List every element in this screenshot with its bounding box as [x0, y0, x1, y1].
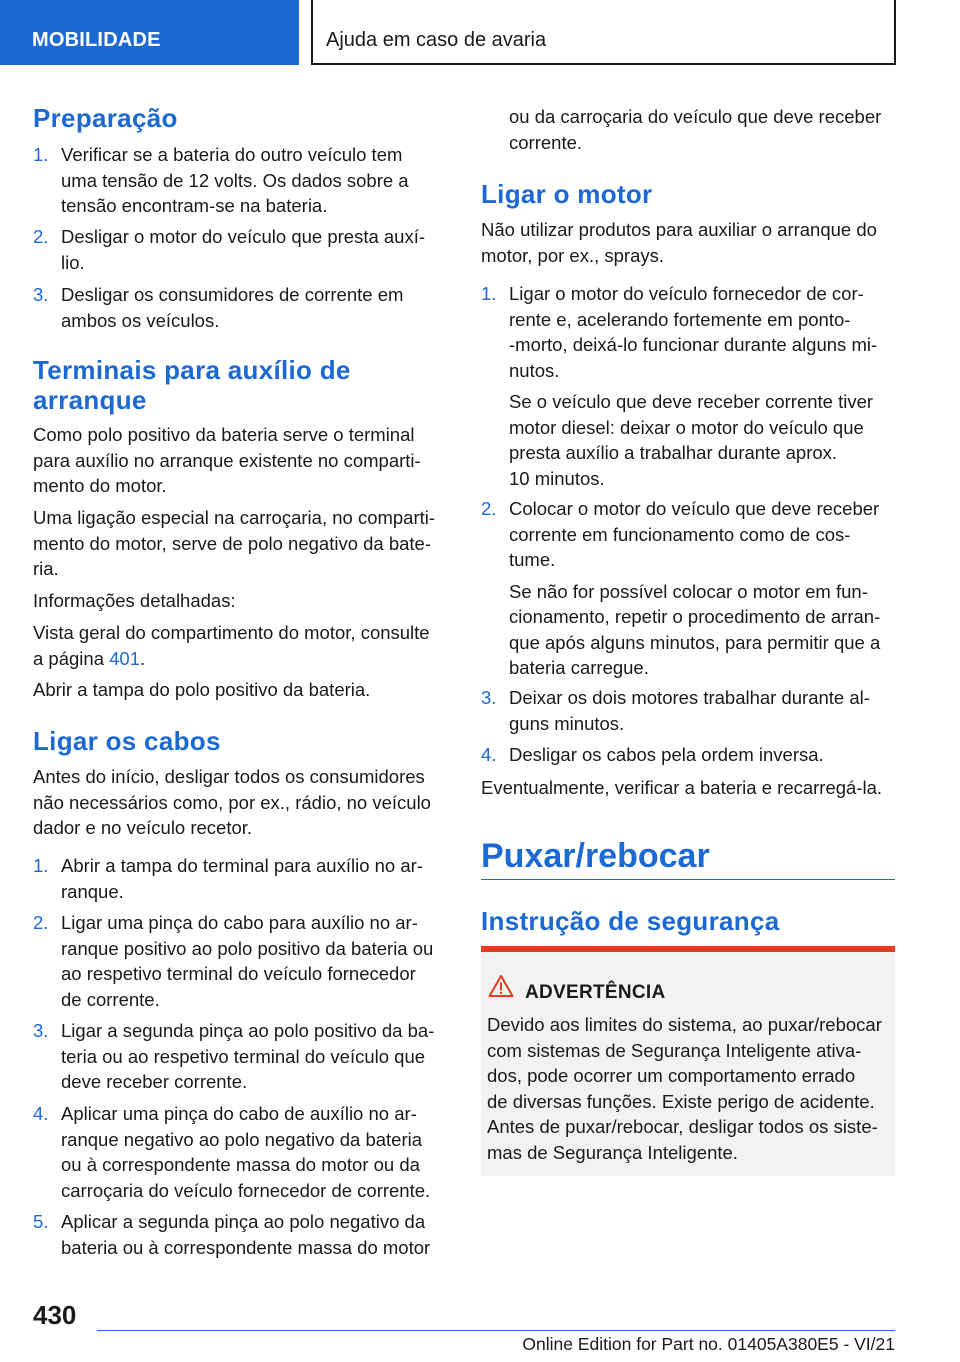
section-tab: MOBILIDADE	[0, 0, 299, 65]
text-line: Como polo positivo da bateria serve o terminal	[33, 424, 415, 445]
text-line: de diversas funções. Existe perigo de acidente.	[487, 1090, 875, 1112]
list-line: Ligar uma pinça do cabo para auxílio no ar‐	[61, 912, 418, 933]
list-line: ao respetivo terminal do veículo fornecedor	[61, 963, 416, 984]
list-line: Desligar o motor do veículo que presta auxí‐	[61, 226, 426, 247]
text-line: Vista geral do compartimento do motor, consulte	[33, 622, 430, 643]
heading-line: Terminais para auxílio de	[33, 355, 351, 385]
paragraph: Abrir a tampa do polo positivo da bateria.	[33, 679, 371, 700]
warning-label: ADVERTÊNCIA	[525, 982, 666, 1003]
list-number: 1.	[33, 144, 49, 165]
text-line: mento do motor, serve de polo negativo da bate‐	[33, 532, 432, 554]
warning-triangle-icon	[488, 974, 514, 1003]
list-number: 5.	[33, 1211, 49, 1232]
text-line: dos, pode ocorrer um comportamento errado	[487, 1065, 856, 1086]
list-subline: bateria carregue.	[509, 657, 649, 678]
list-line: uma tensão de 12 volts. Os dados sobre a	[61, 169, 409, 191]
list-number: 4.	[481, 744, 497, 765]
text-line	[33, 646, 448, 672]
list-item	[33, 1018, 448, 1095]
list-line: ambos os veículos.	[61, 309, 220, 331]
list-item	[33, 282, 448, 333]
warning-box	[481, 946, 895, 1176]
list-line: bateria ou à correspondente massa do motor	[61, 1236, 431, 1258]
text-line: Antes de puxar/rebocar, desligar todos os siste‐	[487, 1116, 878, 1137]
list-line: Desligar os cabos pela ordem inversa.	[509, 744, 824, 765]
list-continuation	[481, 104, 895, 155]
paragraph	[33, 422, 448, 499]
list-line: ranque.	[61, 880, 124, 902]
paragraph: Informações detalhadas:	[33, 590, 236, 611]
paragraph	[33, 505, 448, 582]
list-number: 2.	[481, 498, 497, 519]
list-subline: motor diesel: deixar o motor do veículo que	[509, 416, 864, 438]
list-line: ou à correspondente massa do motor ou da	[61, 1154, 420, 1175]
text-line: para auxílio no arranque existente no comparti‐	[33, 449, 421, 471]
list-item	[33, 853, 448, 904]
list-subline: cionamento, repetir o procedimento de arran‐	[509, 606, 881, 627]
list-line: Abrir a tampa do terminal para auxílio no ar‐	[61, 855, 423, 876]
list-line: ou da carroçaria do veículo que deve receber	[509, 106, 882, 127]
list-line: carroçaria do veículo fornecedor de corrente.	[61, 1179, 431, 1201]
warning-text	[487, 1012, 887, 1165]
list-number: 3.	[33, 284, 49, 305]
text-fragment: .	[140, 647, 146, 669]
list-item	[481, 496, 895, 681]
text-line: mento do motor.	[33, 475, 167, 496]
list-line: Desligar os consumidores de corrente em	[61, 284, 404, 305]
heading-preparacao: Preparação	[33, 103, 178, 133]
footer-rule	[97, 1330, 895, 1331]
list-line: de corrente.	[61, 988, 160, 1010]
list-line: -morto, deixá-lo funcionar durante alguns mi‐	[509, 334, 878, 355]
list-subline: Se o veículo que deve receber corrente tiver	[509, 391, 874, 412]
list-line: Verificar se a bateria do outro veículo tem	[61, 144, 403, 165]
list-subline: Se não for possível colocar o motor em fun‐	[509, 580, 868, 602]
list-line: Ligar o motor do veículo fornecedor de cor‐	[509, 283, 864, 304]
heading-terminais	[33, 355, 448, 415]
list-item	[33, 1209, 448, 1260]
text-line: Não utilizar produtos para auxiliar o arranque do	[481, 219, 877, 240]
list-number: 1.	[481, 283, 497, 304]
list-subline: que após alguns minutos, para permitir que a	[509, 631, 881, 653]
list-line: Deixar os dois motores trabalhar durante al‐	[509, 687, 870, 708]
heading-puxar-rebocar: Puxar/rebocar	[481, 837, 710, 875]
text-line: Antes do início, desligar todos os consumidores	[33, 766, 425, 787]
footer-edition: Online Edition for Part no. 01405A380E5 - VI/21	[522, 1334, 895, 1354]
list-line: teria ou ao respetivo terminal do veículo que	[61, 1045, 426, 1067]
heading-instrucao-seguranca: Instrução de segurança	[481, 906, 780, 936]
page-link[interactable]: 401	[109, 647, 140, 669]
list-line: Aplicar uma pinça do cabo de auxílio no ar‐	[61, 1103, 417, 1124]
heading-ligar-cabos: Ligar os cabos	[33, 726, 221, 756]
page-number: 430	[33, 1300, 77, 1330]
paragraph	[33, 620, 448, 671]
list-line: rente e, acelerando fortemente em ponto‐	[509, 308, 851, 330]
list-item	[33, 142, 448, 219]
text-line: motor, por ex., sprays.	[481, 244, 665, 266]
text-line: não necessários como, por ex., rádio, no veículo	[33, 791, 431, 813]
list-line: ranque positivo ao polo positivo da bateria ou	[61, 937, 434, 959]
list-number: 2.	[33, 226, 49, 247]
heading-line: arranque	[33, 385, 147, 415]
list-line: tume.	[509, 549, 556, 570]
text-line: Devido aos limites do sistema, ao puxar/rebocar	[487, 1014, 882, 1035]
list-line: Ligar a segunda pinça ao polo positivo da ba‐	[61, 1020, 435, 1041]
list-line: Colocar o motor do veículo que deve receber	[509, 498, 880, 519]
text-line: dador e no veículo recetor.	[33, 817, 253, 838]
paragraph: Eventualmente, verificar a bateria e recarregá-la.	[481, 777, 883, 798]
list-item	[33, 224, 448, 275]
list-line: corrente em funcionamento como de cos‐	[509, 523, 851, 545]
list-line: tensão encontram-se na bateria.	[61, 195, 328, 216]
list-line: deve receber corrente.	[61, 1071, 248, 1092]
text-line: com sistemas de Segurança Inteligente ativa‐	[487, 1039, 862, 1061]
list-subline: 10 minutos.	[509, 467, 605, 489]
list-number: 3.	[481, 687, 497, 708]
list-line: Aplicar a segunda pinça ao polo negativo da	[61, 1211, 426, 1232]
list-number: 2.	[33, 912, 49, 933]
list-number: 3.	[33, 1020, 49, 1041]
list-line: lio.	[61, 251, 85, 273]
list-line: corrente.	[509, 131, 583, 153]
text-line: ria.	[33, 558, 59, 579]
text-line: mas de Segurança Inteligente.	[487, 1141, 738, 1163]
list-item	[481, 742, 895, 768]
list-line: nutos.	[509, 359, 560, 381]
list-line: ranque negativo ao polo negativo da bateria	[61, 1128, 423, 1150]
text-fragment: a página	[33, 647, 110, 669]
paragraph	[481, 217, 895, 268]
list-item	[33, 910, 448, 1012]
section-rule	[481, 879, 895, 880]
list-subline: presta auxílio a trabalhar durante aprox.	[509, 442, 838, 463]
heading-ligar-motor: Ligar o motor	[481, 179, 653, 209]
text-line: Uma ligação especial na carroçaria, no comparti‐	[33, 507, 436, 528]
list-item	[481, 281, 895, 491]
list-number: 4.	[33, 1103, 49, 1124]
list-number: 1.	[33, 855, 49, 876]
list-item	[481, 685, 895, 736]
list-line: guns minutos.	[509, 712, 625, 734]
list-item	[33, 1101, 448, 1203]
paragraph	[33, 764, 448, 841]
chapter-title: Ajuda em caso de avaria	[311, 0, 896, 65]
